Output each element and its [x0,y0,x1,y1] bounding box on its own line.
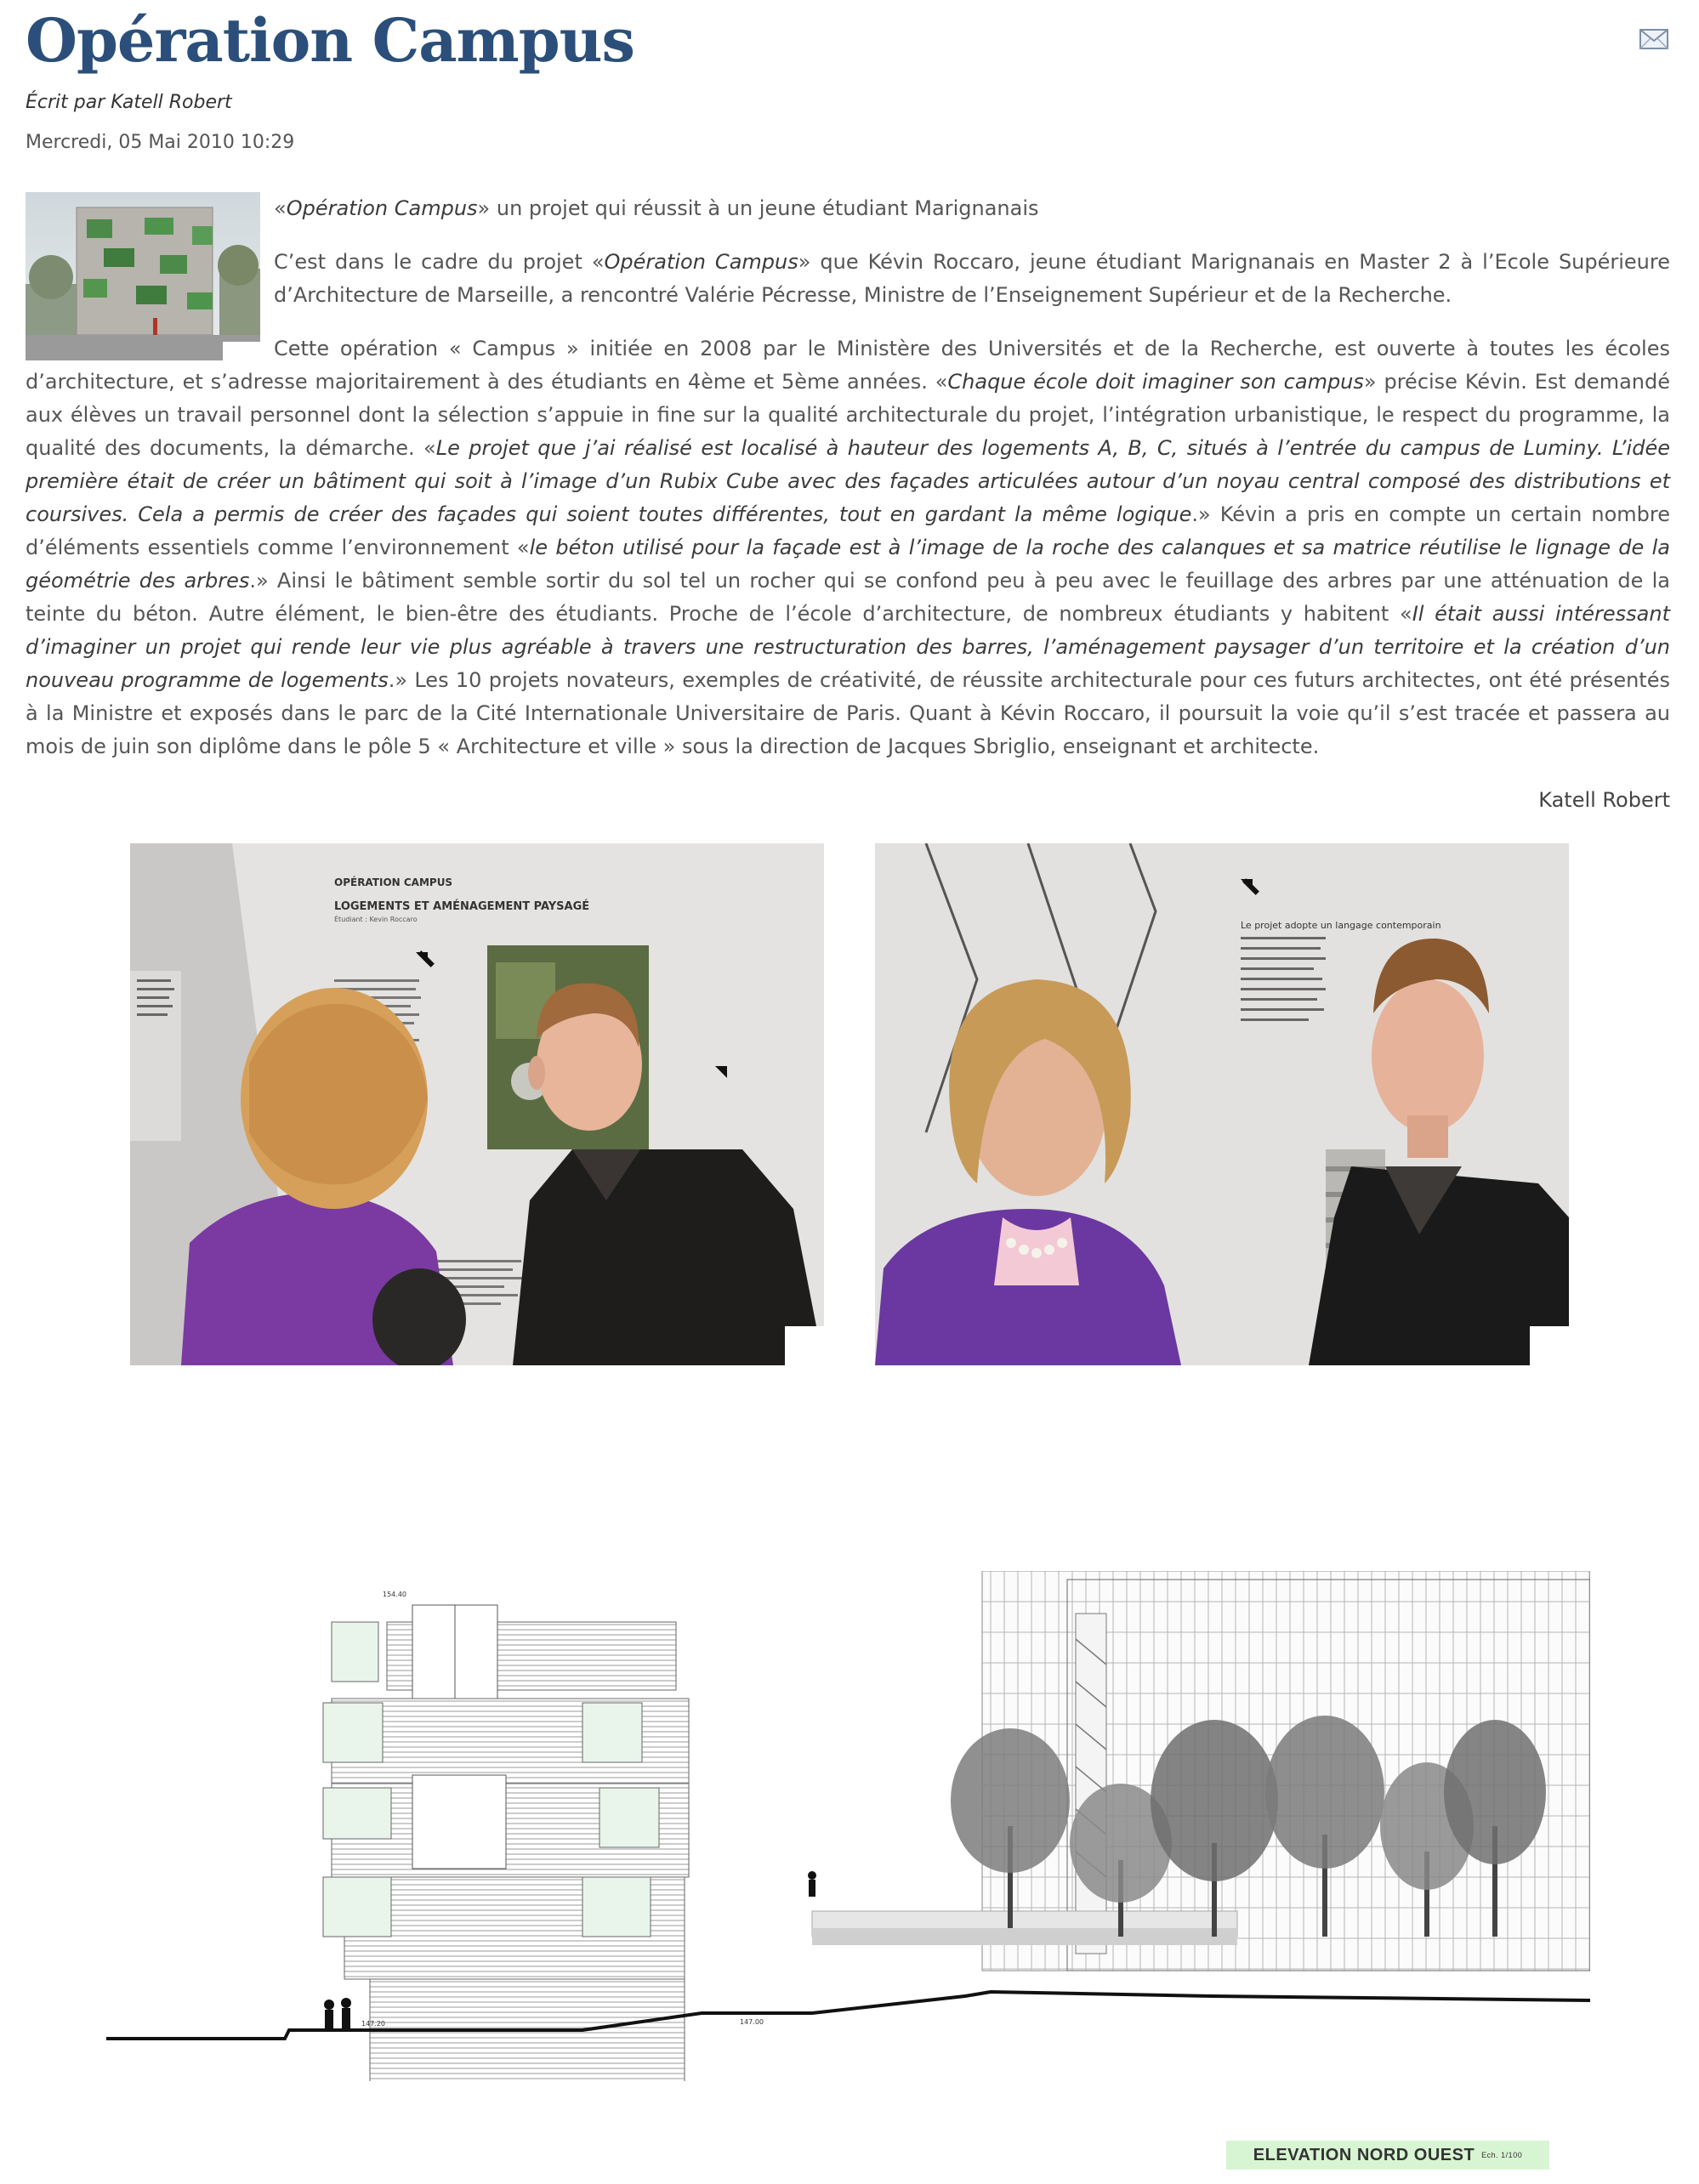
elevation-label: ELEVATION NORD OUEST Ech. 1/100 [1226,2141,1549,2170]
quote: Le projet que j’ai réalisé est localisé à hauteur des logements A, B, C, situés à l’entrée du campus de Luminy. L’idée première était de créer un bâtiment qui soit à l’image d’un Rubix Cube avec des façades articulées autour d’un noyau central composé des distributions et coursives. Cela a permis de créer des façades qui soient toutes différentes, tout en gardant la même logique [26,436,1670,526]
elevation-scale: Ech. 1/100 [1481,2151,1523,2159]
level-left: 147.20 [361,2020,385,2028]
photo-minister-and-student-at-poster [130,843,824,1365]
article-lead: «Opération Campus» un projet qui réussit à un jeune étudiant Marignanais [274,196,1039,220]
building-elevation [323,1605,689,2081]
email-icon[interactable] [1639,29,1668,49]
quote: Il était aussi intéressant d’imaginer un projet qui rende leur vie plus agréable à travers une restructuration des barres, l’aménagement paysager d’un territoire et la création d’un nouveau programme de logements [26,602,1670,692]
article-body [26,192,1670,817]
poster-heading: OPÉRATION CAMPUS [334,876,453,888]
lead-emphasis: Opération Campus [286,196,478,220]
quote: Chaque école doit imaginer son campus [947,370,1364,394]
level-right: 147.00 [740,2018,764,2026]
poster-student: Étudiant : Kevin Roccaro [334,916,418,923]
elevation-drawing [106,1571,1590,2081]
photo-minister-and-student [875,843,1569,1365]
quote: le béton utilisé pour la façade est à l’image de la roche des calanques et sa matrice réutilise le lignage de la géométrie des arbres [26,536,1671,593]
article-paragraph: C’est dans le cadre du projet «Opération Campus» que Kévin Roccaro, jeune étudiant Marignanais en Master 2 à l’Ecole Supérieure d’Architecture de Marseille, a rencontré Valérie Pécresse, Ministre de l’Enseignement Supérieur et de la Recherche. [274,250,1671,307]
page-title: Opération Campus [26,5,634,76]
article-paragraph: Cette opération « Campus » initiée en 2008 par le Ministère des Universités et de la Recherche, est ouverte à toutes les écoles d’architecture, et s’adresse majoritairement à des étudiants en 4ème et 5ème années. «Chaque école doit imaginer son campus» précise Kévin. Est demandé aux élèves un travail personnel dont la sélection s’appuie in fine sur la qualité architecturale du projet, l’intégration urbanistique, le respect du programme, la qualité des documents, la démarche. «Le projet que j’ai réalisé est localisé à hauteur des logements A, B, C, situés à l’entrée du campus de Luminy. L’idée première était de créer un bâtiment qui soit à l’image d’un Rubix Cube avec des façades articulées autour d’un noyau central composé des distributions et coursives. Cela a permis de créer des façades qui soient toutes différentes, tout en gardant la même logique.» Kévin a pris en compte un certain nombre d’éléments essentiels comme l’environnement «le béton utilisé pour la façade est à l’image de la roche des calanques et sa matrice réutilise le lignage de la géométrie des arbres.» Ainsi le bâtiment semble sortir du sol tel un rocher qui se confond peu à peu avec le feuillage des arbres par une atténuation de la teinte du béton. Autre élément, le bien-être des étudiants. Proche de l’école d’architecture, de nombreux étudiants y habitent «Il était aussi intéressant d’imaginer un projet qui rende leur vie plus agréable à travers une restructuration des barres, l’aménagement paysager d’un territoire et la création d’un nouveau programme de logements.» Les 10 projets novateurs, exemples de créativité, de réussite architecturale pour ces futurs architectes, ont été présentés à la Ministre et exposés dans le parc de la Cité Internationale Universitaire de Paris. Quant à Kévin Roccaro, il poursuit la voie qu’il s’est tracée et passera au mois de juin son diplôme dans le pôle 5 « Architecture et ville » sous la direction de Jacques Sbriglio, enseignant et architecte. [26,337,1671,758]
level-top: 154.40 [383,1591,406,1598]
poster-caption: Le projet adopte un langage contemporain [1241,920,1441,931]
article-author: Écrit par Katell Robert [26,92,232,113]
article-signature: Katell Robert [1538,788,1670,812]
stair-tower [1076,1614,1106,1954]
article-date: Mercredi, 05 Mai 2010 10:29 [26,132,295,153]
poster-subheading: LOGEMENTS ET AMÉNAGEMENT PAYSAGÉ [334,900,590,913]
